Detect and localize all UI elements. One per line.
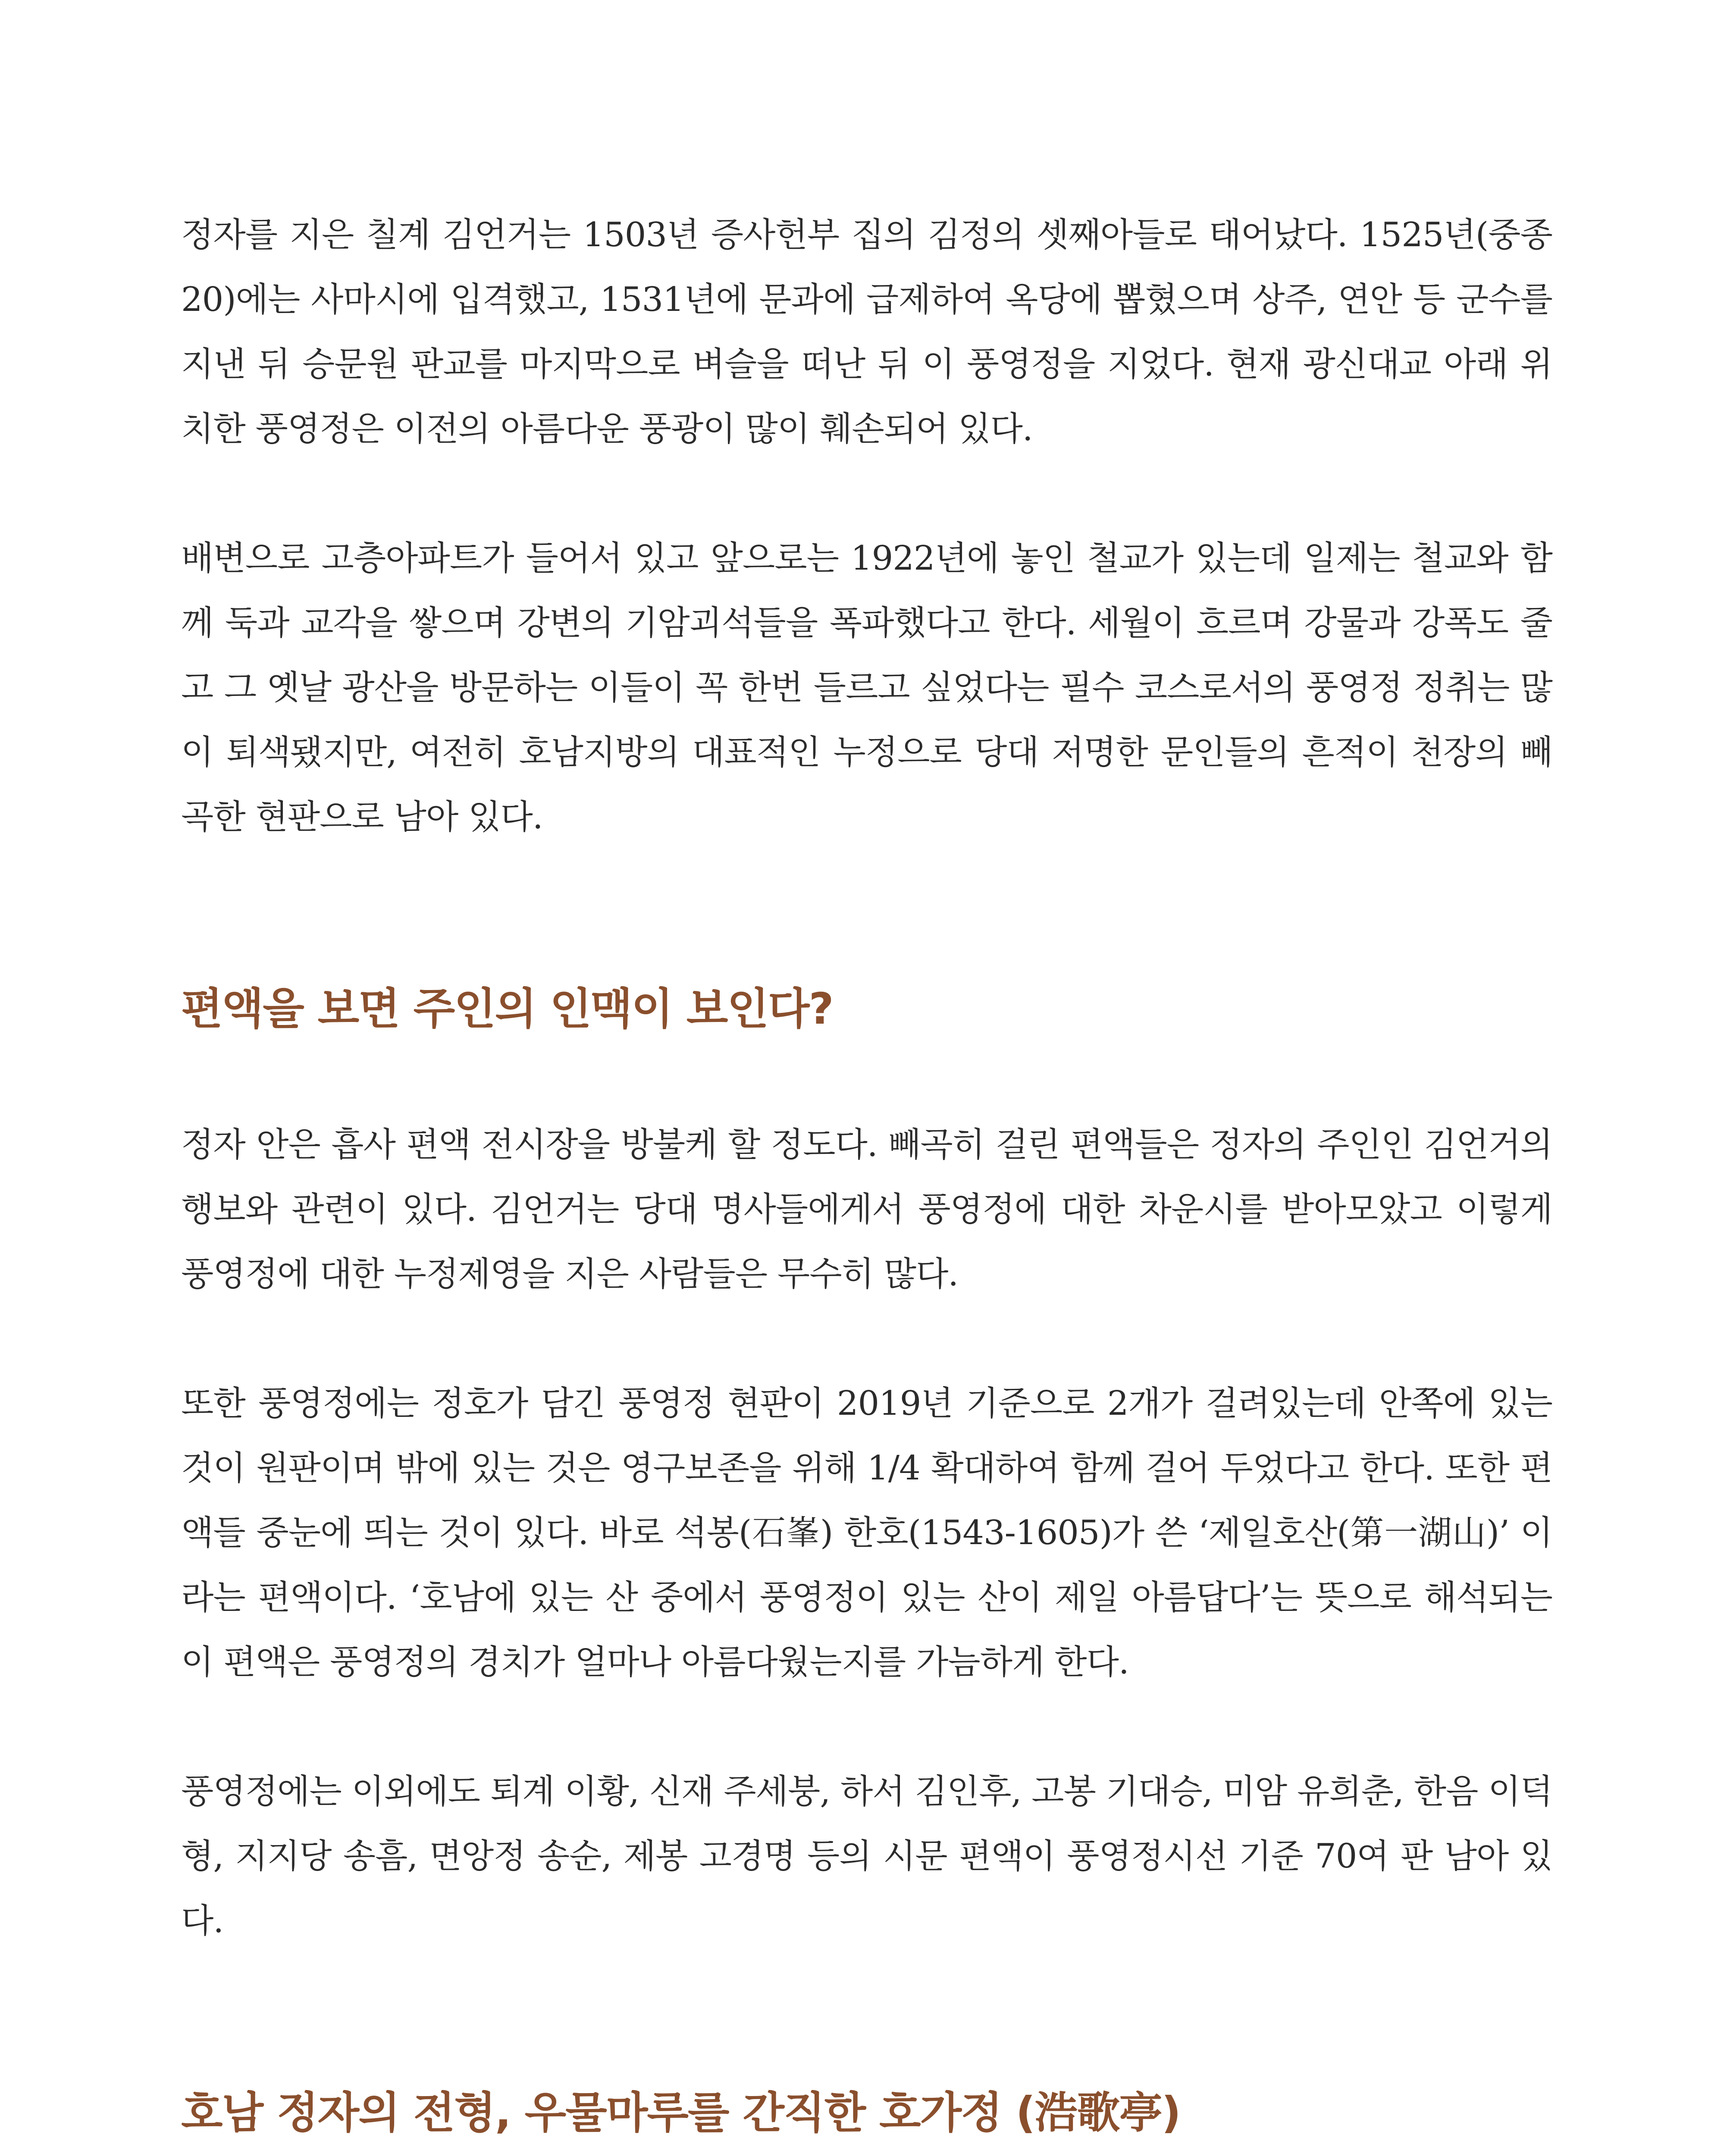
section-heading: 호남 정자의 전형, 우물마루를 간직한 호가정 (浩歌亭) [181,2087,1181,2138]
section-intro [181,203,1552,849]
paragraph: 정자 안은 흡사 편액 전시장을 방불케 할 정도다. 빼곡히 걸린 편액들은 정자의 주인인 김언거의 행보와 관련이 있다. 김언거는 당대 명사들에게서 풍영정에 대한 차운시를 받아모았고 이렇게 풍영정에 대한 누정제영을 지은 사람들은 무수히 많다. [181,1125,1552,1294]
paragraph: 또한 풍영정에는 정호가 담긴 풍영정 현판이 2019년 기준으로 2개가 걸려있는데 안쪽에 있는 것이 원판이며 밖에 있는 것은 영구보존을 위해 1/4 확대하여 함께 걸어 두었다고 한다. 또한 편액들 중눈에 띄는 것이 있다. 바로 석봉(石峯) 한호(1543-1605)가 쓴 ‘제일호산(第一湖山)’ 이라는 편액이다. ‘호남에 있는 산 중에서 풍영정이 있는 산이 제일 아름답다’는 뜻으로 해석되는 이 편액은 풍영정의 경치가 얼마나 아름다웠는지를 가늠하게 한다. [181,1384,1552,1682]
paragraph: 배변으로 고층아파트가 들어서 있고 앞으로는 1922년에 놓인 철교가 있는데 일제는 철교와 함께 둑과 교각을 쌓으며 강변의 기암괴석들을 폭파했다고 한다. 세월이 흐르며 강물과 강폭도 줄고 그 옛날 광산을 방문하는 이들이 꼭 한번 들르고 싶었다는 필수 코스로서의 풍영정 정취는 많이 퇴색됐지만, 여전히 호남지방의 대표적인 누정으로 당대 저명한 문인들의 흔적이 천장의 빼곡한 현판으로 남아 있다. [181,539,1552,837]
section-heading: 편액을 보면 주인의 인맥이 보인다? [181,984,833,1034]
paragraph: 정자를 지은 칠계 김언거는 1503년 증사헌부 집의 김정의 셋째아들로 태어났다. 1525년(중종 20)에는 사마시에 입격했고, 1531년에 문과에 급제하여 옥당에 뽑혔으며 상주, 연안 등 군수를 지낸 뒤 승문원 판교를 마지막으로 벼슬을 떠난 뒤 이 풍영정을 지었다. 현재 광신대교 아래 위치한 풍영정은 이전의 아름다운 풍광이 많이 훼손되어 있다. [181,216,1552,448]
document-page [181,203,1552,2156]
section-hogajeong [181,2083,1552,2156]
paragraph: 풍영정에는 이외에도 퇴계 이황, 신재 주세붕, 하서 김인후, 고봉 기대승, 미암 유희춘, 한음 이덕형, 지지당 송흠, 면앙정 송순, 제봉 고경명 등의 시문 편액이 풍영정시선 기준 70여 판 남아 있다. [181,1772,1552,1940]
section-plaques [181,979,1552,1953]
